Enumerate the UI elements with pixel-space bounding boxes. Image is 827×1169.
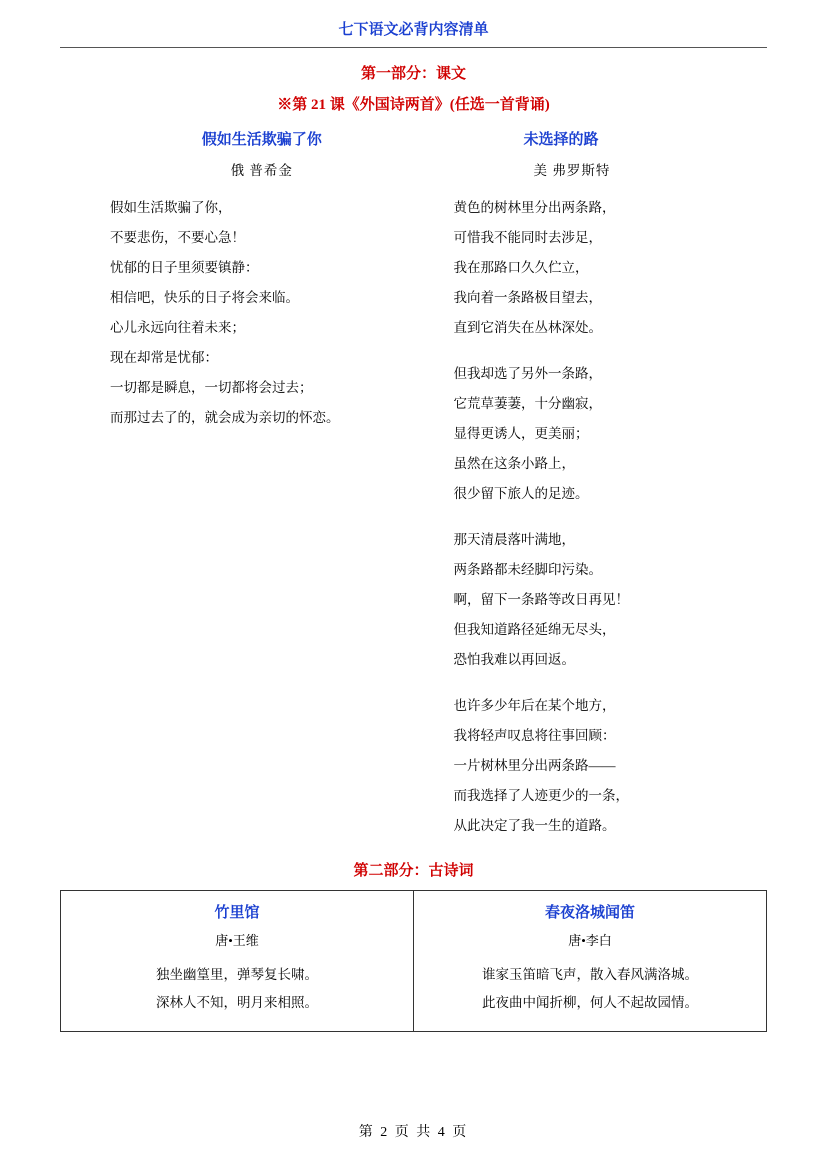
poem-line: 从此决定了我一生的道路。 xyxy=(453,818,616,833)
poem-line: 不要悲伤，不要心急！ xyxy=(110,230,245,245)
cell-poem-line: 独坐幽篁里，弹琴复长啸。 xyxy=(156,967,318,982)
poem-line: 一切都是瞬息，一切都将会过去； xyxy=(110,380,313,395)
poem-line: 我向着一条路极目望去， xyxy=(453,290,602,305)
poem-line: 相信吧，快乐的日子将会来临。 xyxy=(110,290,299,305)
table-cell-poem-2 xyxy=(414,891,767,1032)
poem-line: 它荒草萋萋，十分幽寂， xyxy=(453,396,602,411)
cell-poem-title: 春夜洛城闻笛 xyxy=(544,905,635,921)
part1-lesson-title: ※第 21 课《外国诗两首》(任选一首背诵) xyxy=(277,97,550,113)
poem-line: 很少留下旅人的足迹。 xyxy=(453,486,589,501)
poem-line: 一片树林里分出两条路—— xyxy=(453,758,616,773)
poem-line: 心儿永远向往着未来； xyxy=(110,320,245,335)
poem-title-2: 未选择的路 xyxy=(523,132,599,148)
table-row xyxy=(61,891,767,1032)
poem-line: 而那过去了的，就会成为亲切的怀恋。 xyxy=(110,410,340,425)
poem-line: 但我知道路径延绵无尽头， xyxy=(453,622,616,637)
header-divider xyxy=(60,47,767,48)
poem-author-2: 美 弗罗斯特 xyxy=(533,163,611,178)
cell-poem-line: 此夜曲中闻折柳，何人不起故园情。 xyxy=(482,995,698,1010)
cell-poem-line: 谁家玉笛暗飞声，散入春风满洛城。 xyxy=(482,967,698,982)
poem-stanza xyxy=(454,359,768,509)
cell-poem-author: 唐•王维 xyxy=(215,933,259,948)
part2-section-title: 第二部分：古诗词 xyxy=(353,863,474,879)
poem-stanza xyxy=(454,525,768,675)
poem-line: 忧郁的日子里须要镇静： xyxy=(110,260,259,275)
poem-column-left xyxy=(60,128,414,841)
cell-poem-line: 深林人不知，明月来相照。 xyxy=(156,995,318,1010)
page-footer: 第 2 页 共 4 页 xyxy=(358,1125,469,1140)
poem-line: 而我选择了人迹更少的一条， xyxy=(453,788,629,803)
poem-stanza xyxy=(110,193,414,433)
poem-line: 直到它消失在丛林深处。 xyxy=(453,320,602,335)
poem-title-1: 假如生活欺骗了你 xyxy=(201,132,322,148)
poem-line: 黄色的树林里分出两条路， xyxy=(453,200,616,215)
poem-line: 假如生活欺骗了你， xyxy=(110,200,232,215)
poem-line: 那天清晨落叶满地， xyxy=(453,532,575,547)
classical-poems-table xyxy=(60,890,767,1032)
poem-line: 但我却选了另外一条路， xyxy=(453,366,602,381)
cell-poem-title: 竹里馆 xyxy=(214,905,260,921)
poem-line: 也许多少年后在某个地方， xyxy=(453,698,616,713)
poem-line: 可惜我不能同时去涉足， xyxy=(453,230,602,245)
poem-columns xyxy=(60,128,767,841)
poem-column-right xyxy=(414,128,768,841)
poem-stanza xyxy=(454,691,768,841)
poem-line: 我在那路口久久伫立， xyxy=(453,260,589,275)
cell-poem-author: 唐•李白 xyxy=(568,933,612,948)
table-cell-poem-1 xyxy=(61,891,414,1032)
document-title: 七下语文必背内容清单 xyxy=(338,22,489,38)
poem-line: 现在却常是忧郁： xyxy=(110,350,218,365)
poem-line: 啊，留下一条路等改日再见！ xyxy=(453,592,629,607)
poem-line: 虽然在这条小路上， xyxy=(453,456,575,471)
poem-line: 恐怕我难以再回返。 xyxy=(453,652,575,667)
poem-line: 两条路都未经脚印污染。 xyxy=(453,562,602,577)
part1-section-title: 第一部分：课文 xyxy=(360,66,466,82)
poem-author-1: 俄 普希金 xyxy=(230,163,293,178)
poem-line: 我将轻声叹息将往事回顾： xyxy=(453,728,616,743)
poem-stanza xyxy=(454,193,768,343)
poem-line: 显得更诱人，更美丽； xyxy=(453,426,589,441)
